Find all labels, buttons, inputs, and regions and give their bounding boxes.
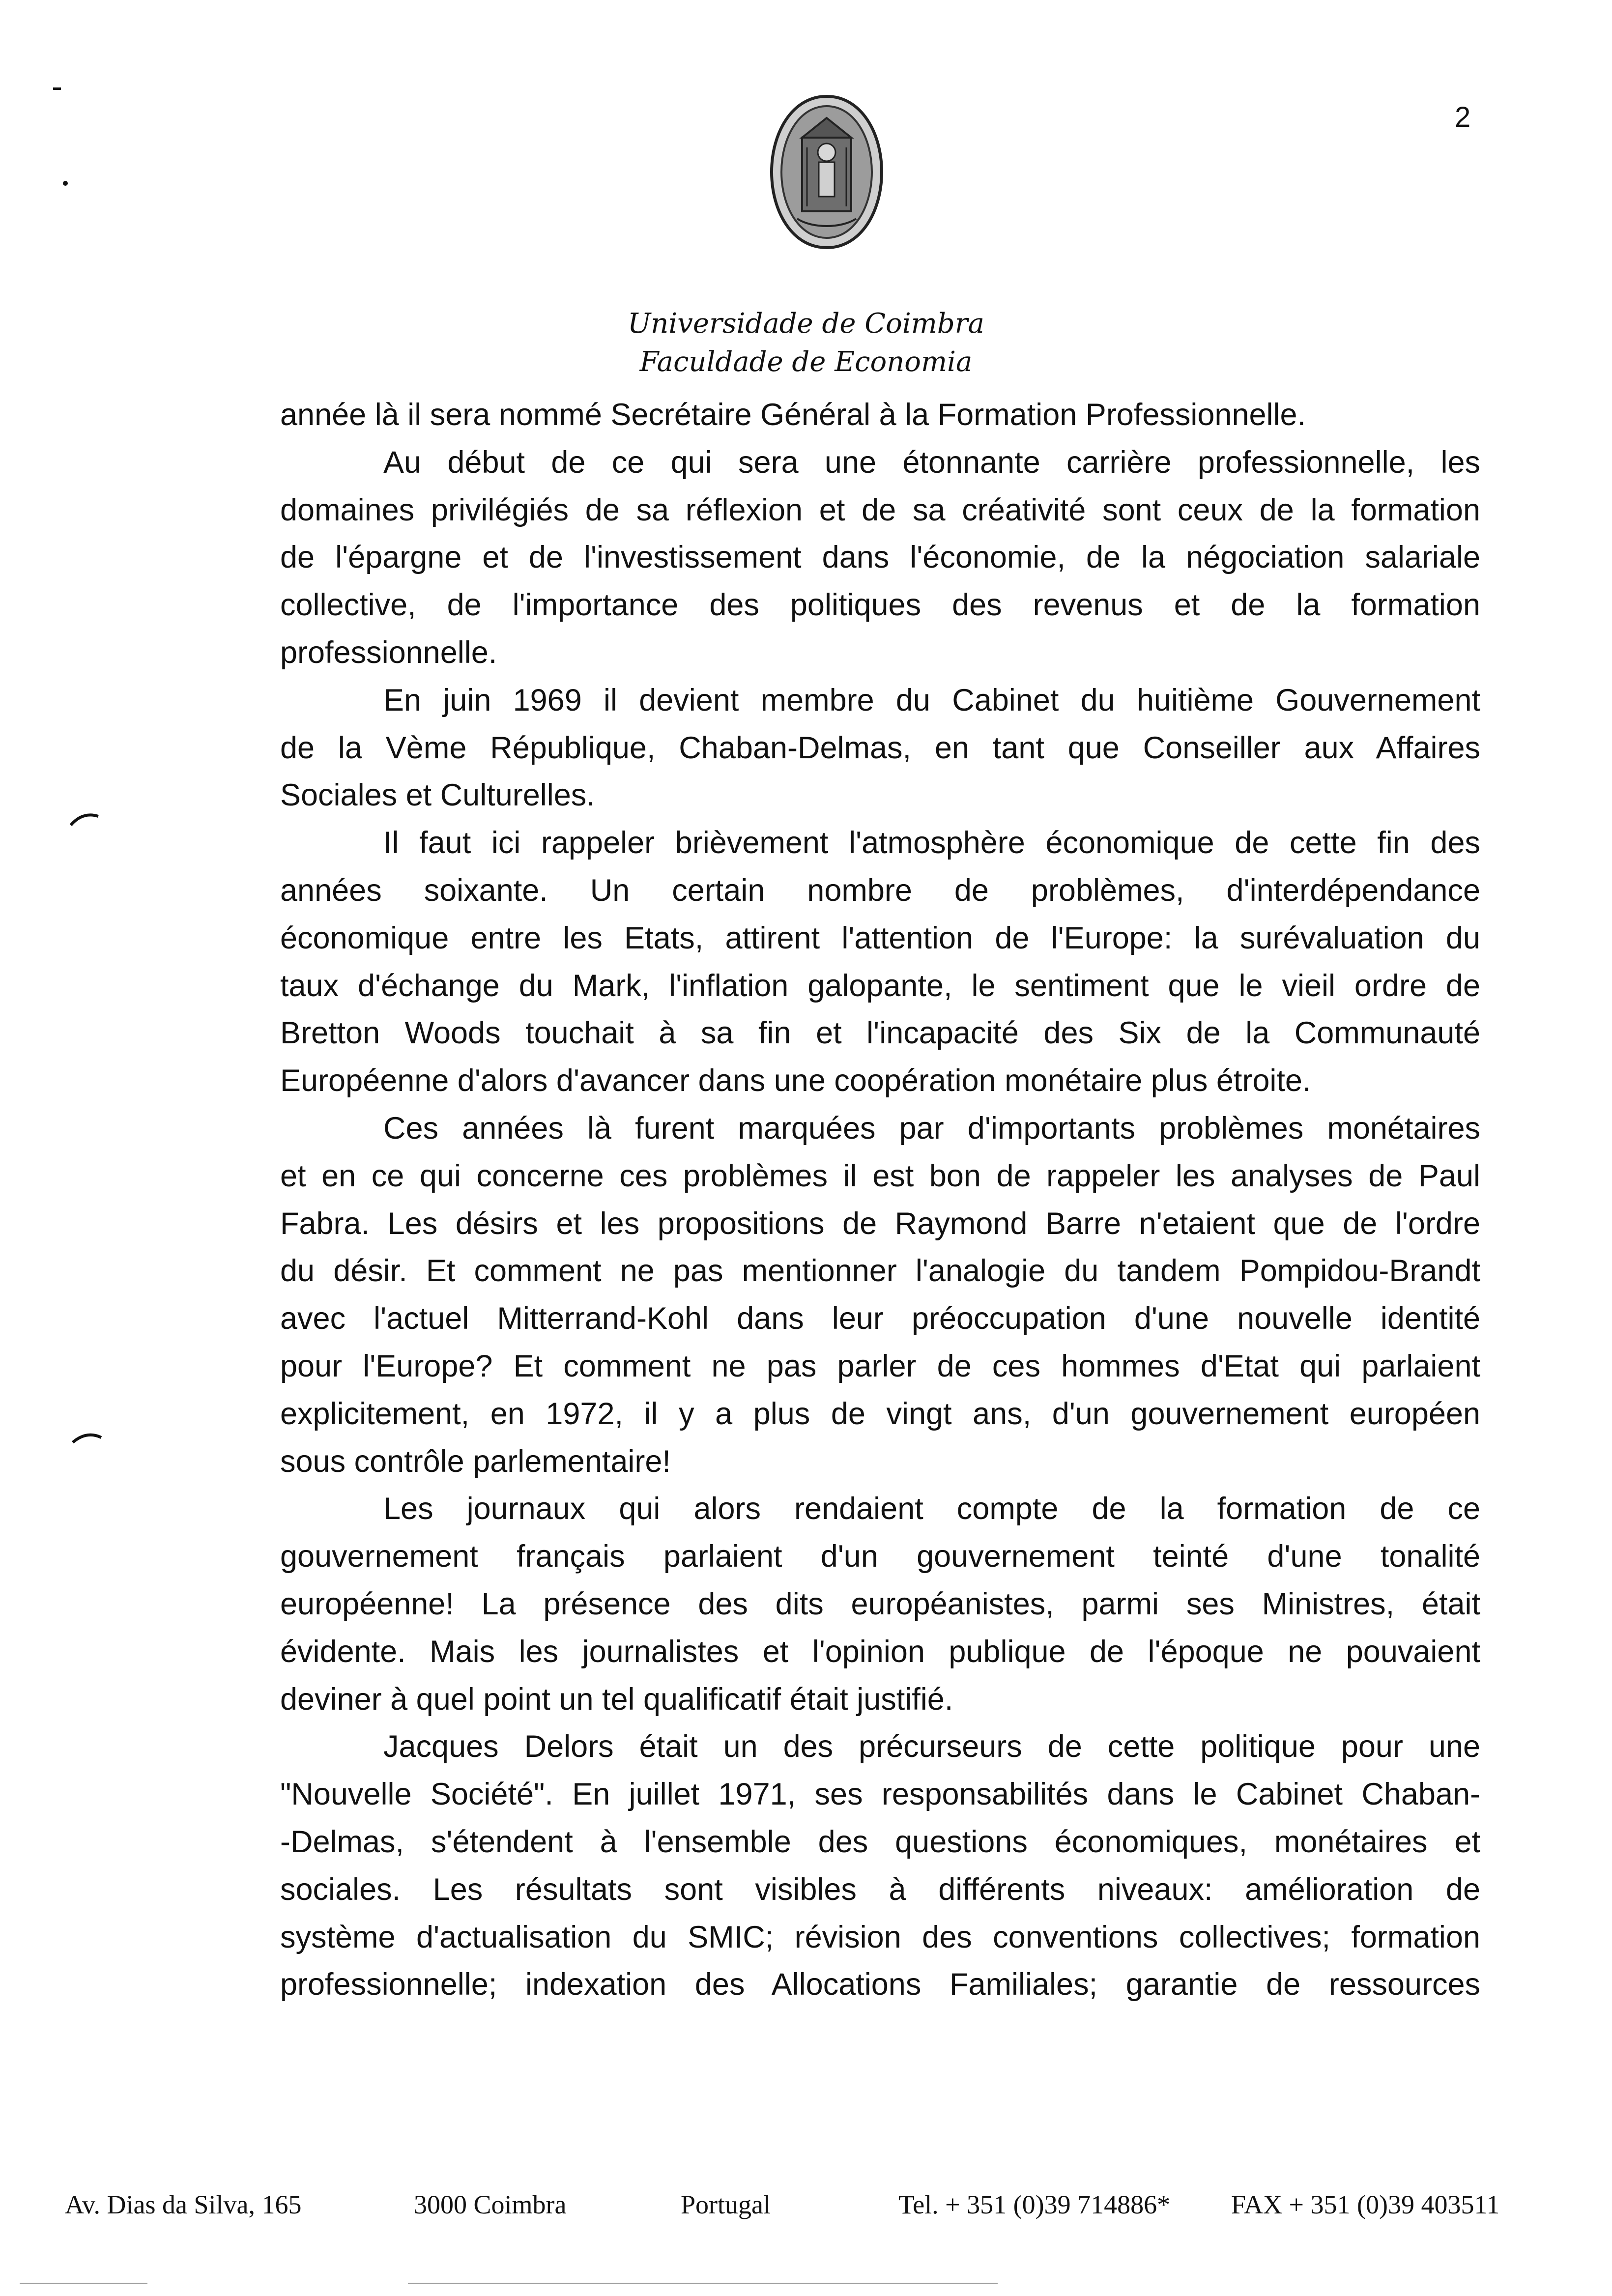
text-line: deviner à quel point un tel qualificatif était justifié. [280,1682,953,1717]
scan-edge-line [408,2283,998,2284]
paragraph [280,1105,1480,1485]
text-line: sous contrôle parlementaire! [280,1444,671,1479]
text-line: professionnelle; indexation des Allocations Familiales; garantie de ressources [280,1967,1480,2002]
footer-telephone: Tel. + 351 (0)39 714886* [898,2190,1171,2219]
text-line: domaines privilégiés de sa réflexion et de sa créativité sont ceux de la formation [280,492,1480,527]
text-line: Européenne d'alors d'avancer dans une coopération monétaire plus étroite. [280,1063,1311,1098]
scan-mark [63,181,68,186]
text-line: -Delmas, s'étendent à l'ensemble des questions économiques, monétaires et [280,1824,1480,1859]
university-seal-icon [768,93,886,251]
page-number: 2 [1455,101,1471,133]
text-line: économique entre les Etats, attirent l'attention de l'Europe: la surévaluation du [280,920,1480,955]
paragraph [280,819,1480,1105]
text-line: année là il sera nommé Secrétaire Général à la Formation Professionnelle. [280,398,1306,432]
text-line: Bretton Woods touchait à sa fin et l'incapacité des Six de la Communauté [280,1016,1480,1051]
faculty-name: Faculdade de Economia [639,346,973,378]
text-line: système d'actualisation du SMIC; révision des conventions collectives; formation [280,1920,1480,1954]
footer-fax: FAX + 351 (0)39 403511 [1231,2190,1500,2219]
text-line: Au début de ce qui sera une étonnante carrière professionnelle, les [383,445,1480,480]
text-line: de l'épargne et de l'investissement dans l'économie, de la négociation salariale [280,540,1480,575]
text-line: taux d'échange du Mark, l'inflation galopante, le sentiment que le vieil ordre de [280,968,1480,1003]
paragraph [280,391,1480,439]
text-line: avec l'actuel Mitterrand-Kohl dans leur préoccupation d'une nouvelle identité [280,1301,1480,1336]
text-line: Il faut ici rappeler brièvement l'atmosphère économique de cette fin des [383,826,1480,861]
text-line: Sociales et Culturelles. [280,778,595,813]
text-line: professionnelle. [280,635,497,670]
body-text [280,391,1480,2009]
text-line: explicitement, en 1972, il y a plus de vingt ans, d'un gouvernement européen [280,1396,1480,1431]
text-line: évidente. Mais les journalistes et l'opinion publique de l'époque ne pouvaient [280,1634,1480,1669]
margin-arc-mark [68,808,102,828]
paragraph [280,1723,1480,2009]
text-line: pour l'Europe? Et comment ne pas parler de ces hommes d'Etat qui parlaient [280,1349,1480,1383]
text-line: gouvernement français parlaient d'un gouvernement teinté d'une tonalité [280,1539,1480,1574]
footer-postcode-city: 3000 Coimbra [414,2190,567,2219]
scan-mark [53,87,61,90]
text-line: "Nouvelle Société". En juillet 1971, ses responsabilités dans le Cabinet Chaban- [280,1777,1480,1812]
text-line: collective, de l'importance des politiques des revenus et de la formation [280,588,1480,623]
text-line: En juin 1969 il devient membre du Cabinet du huitième Gouvernement [383,683,1480,718]
paragraph [280,439,1480,677]
text-line: sociales. Les résultats sont visibles à différents niveaux: amélioration de [280,1872,1480,1907]
text-line: du désir. Et comment ne pas mentionner l'analogie du tandem Pompidou-Brandt [280,1254,1480,1289]
text-line: Jacques Delors était un des précurseurs de cette politique pour une [383,1729,1480,1764]
university-name: Universidade de Coimbra [628,308,984,340]
paragraph [280,1485,1480,1723]
text-line: de la Vème République, Chaban-Delmas, en tant que Conseiller aux Affaires [280,730,1480,765]
footer-address: Av. Dias da Silva, 165 [65,2190,302,2219]
margin-arc-mark [70,1428,104,1447]
scan-edge-line [20,2283,147,2284]
text-line: et en ce qui concerne ces problèmes il est bon de rappeler les analyses de Paul [280,1158,1480,1193]
institution-header [0,305,1612,381]
text-line: européenne! La présence des dits européanistes, parmi ses Ministres, était [280,1586,1480,1621]
text-line: années soixante. Un certain nombre de problèmes, d'interdépendance [280,873,1480,908]
footer-country: Portugal [681,2190,771,2219]
text-line: Les journaux qui alors rendaient compte de la formation de ce [383,1492,1480,1526]
paragraph [280,677,1480,819]
text-line: Ces années là furent marquées par d'importants problèmes monétaires [383,1111,1480,1146]
text-line: Fabra. Les désirs et les propositions de Raymond Barre n'etaient que de l'ordre [280,1206,1480,1241]
